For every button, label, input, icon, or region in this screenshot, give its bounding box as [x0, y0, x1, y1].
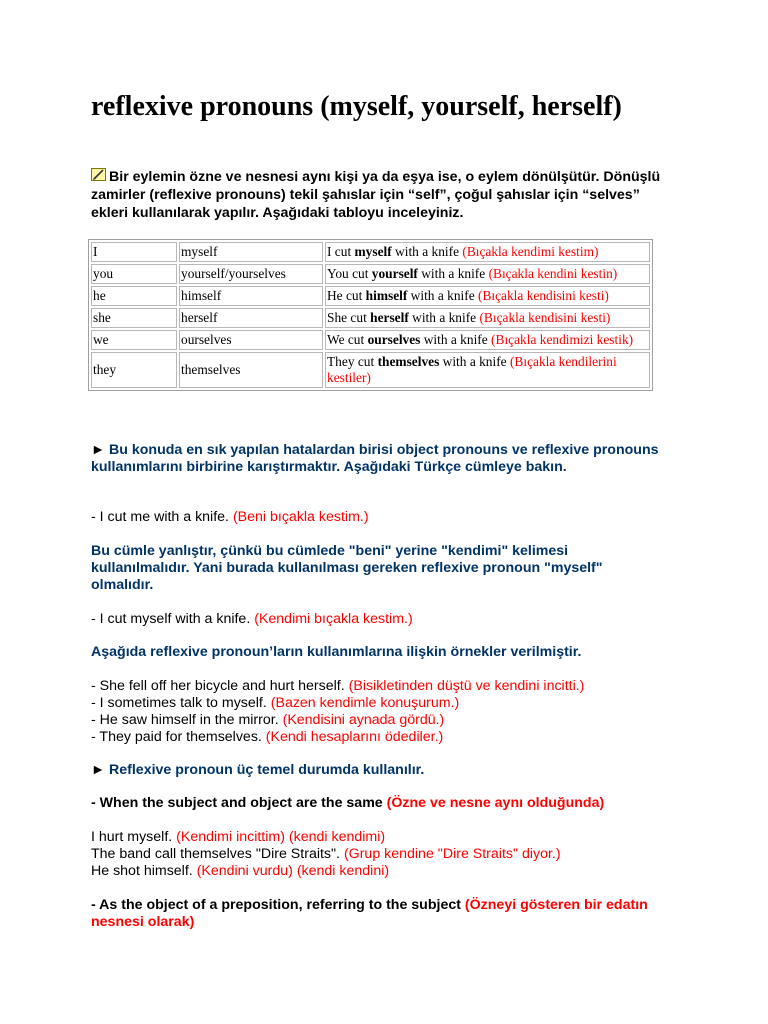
intro-text: Bir eylemin özne ve nesnesi aynı kişi ya da eşya ise, o eylem dönülşütür. Dönüşlü zamirler (reflexive pronouns) tekil şahıslar için “self”, çoğul şahıslar için “selves” ekleri kullanılarak yapılır. Aşağıdaki tabloyu inceleyiniz. — [91, 169, 661, 221]
example-tr: (Bıçakla kendimi kestim) — [462, 244, 599, 259]
example-ex-pre: He cut — [327, 288, 366, 303]
example-ex-pre: We cut — [327, 332, 368, 347]
note-pencil-icon — [91, 168, 107, 182]
reflexive-cell: yourself/yourselves — [179, 264, 323, 284]
example-cell — [325, 264, 650, 284]
table-row — [91, 264, 650, 284]
pronoun-cell: I — [91, 242, 177, 262]
example-ex-post: with a knife — [417, 266, 489, 281]
pronoun-cell: they — [91, 352, 177, 388]
example-ex-post: with a knife — [408, 310, 480, 325]
pronoun-cell: he — [91, 286, 177, 306]
table-row — [91, 352, 650, 388]
table-row — [91, 330, 650, 350]
examples-list — [91, 678, 666, 746]
table-row — [91, 308, 650, 328]
wrong-example-tr: (Beni bıçakla kestim.) — [232, 509, 369, 525]
example-ex-post: with a knife — [391, 244, 463, 259]
example-ex-bold: herself — [370, 310, 409, 325]
example-ex-bold: themselves — [377, 354, 440, 369]
example-cell — [325, 330, 650, 350]
list-item: He shot himself. (Kendini vurdu) (kendi kendini) — [91, 863, 390, 879]
reflexive-pronoun-table — [88, 239, 653, 391]
case1-en: - When the subject and object are the same — [91, 795, 387, 811]
example-ex-post: with a knife — [420, 332, 492, 347]
example-tr: (Bıçakla kendini kestin) — [488, 266, 618, 281]
reflexive-cell: herself — [179, 308, 323, 328]
page-title: reflexive pronouns (myself, yourself, herself) — [91, 91, 622, 122]
section2-paragraph — [91, 762, 666, 779]
list-item: The band call themselves "Dire Straits". (Grup kendine "Dire Straits" diyor.) — [91, 846, 561, 862]
example-cell — [325, 242, 650, 262]
reflexive-cell: themselves — [179, 352, 323, 388]
list-item: - They paid for themselves. (Kendi hesaplarını ödediler.) — [91, 729, 444, 745]
right-example-tr: (Kendimi bıçakla kestim.) — [254, 611, 413, 627]
example-ex-pre: They cut — [327, 354, 378, 369]
arrow-icon: ► — [91, 442, 106, 458]
list-item: - I sometimes talk to myself. (Bazen kendimle konuşurum.) — [91, 695, 460, 711]
case2-heading — [91, 897, 666, 931]
case2-tr: (Özneyi gösteren bir edatın nesnesi olarak) — [91, 897, 648, 930]
example-ex-pre: You cut — [327, 266, 372, 281]
example-tr: (Bıçakla kendilerini kestiler) — [327, 354, 617, 385]
example-cell — [325, 308, 650, 328]
case1-examples — [91, 829, 666, 880]
table-row — [91, 286, 650, 306]
case1-heading — [91, 795, 666, 812]
wrong-example — [91, 509, 666, 526]
reflexive-cell: himself — [179, 286, 323, 306]
intro-paragraph — [91, 168, 666, 222]
example-tr: (Bıçakla kendimizi kestik) — [491, 332, 634, 347]
example-ex-bold: ourselves — [367, 332, 421, 347]
example-ex-bold: himself — [365, 288, 408, 303]
pronoun-cell: she — [91, 308, 177, 328]
section1-paragraph — [91, 442, 666, 476]
reflexive-cell: myself — [179, 242, 323, 262]
case1-tr: (Özne ve nesne aynı olduğunda) — [386, 795, 605, 811]
example-ex-bold: yourself — [371, 266, 418, 281]
example-cell — [325, 286, 650, 306]
right-example — [91, 611, 666, 628]
list-item: - She fell off her bicycle and hurt herself. (Bisikletinden düştü ve kendini incitti.) — [91, 678, 585, 694]
wrong-example-en: - I cut me with a knife. — [91, 509, 233, 525]
arrow-icon: ► — [91, 762, 106, 778]
list-item: I hurt myself. (Kendimi incittim) (kendi kendimi) — [91, 829, 386, 845]
example-ex-bold: myself — [354, 244, 392, 259]
pronoun-cell: you — [91, 264, 177, 284]
example-ex-pre: She cut — [327, 310, 371, 325]
case2-en: - As the object of a preposition, referring to the subject — [91, 897, 465, 913]
example-tr: (Bıçakla kendisini kesti) — [479, 310, 611, 325]
right-example-en: - I cut myself with a knife. — [91, 611, 255, 627]
examples-heading: Aşağıda reflexive pronoun’ların kullanımlarına ilişkin örnekler verilmiştir. — [91, 644, 582, 660]
table-row — [91, 242, 650, 262]
example-ex-pre: I cut — [327, 244, 355, 259]
example-cell — [325, 352, 650, 388]
section2-text: Reflexive pronoun üç temel durumda kullanılır. — [109, 762, 425, 778]
pronoun-cell: we — [91, 330, 177, 350]
section1-text: Bu konuda en sık yapılan hatalardan birisi object pronouns ve reflexive pronouns kullanımlarını birbirine karıştırmaktır. Aşağıdaki Türkçe cümleye bakın. — [91, 442, 659, 475]
explanation-paragraph: Bu cümle yanlıştır, çünkü bu cümlede "beni" yerine "kendimi" kelimesi kullanılmalıdır. Yani burada kullanılması gereken reflexive pronoun "myself" olmalıdır. — [91, 543, 603, 593]
example-ex-post: with a knife — [439, 354, 510, 369]
example-ex-post: with a knife — [407, 288, 478, 303]
example-tr: (Bıçakla kendisini kesti) — [477, 288, 609, 303]
list-item: - He saw himself in the mirror. (Kendisini aynada gördü.) — [91, 712, 445, 728]
reflexive-cell: ourselves — [179, 330, 323, 350]
